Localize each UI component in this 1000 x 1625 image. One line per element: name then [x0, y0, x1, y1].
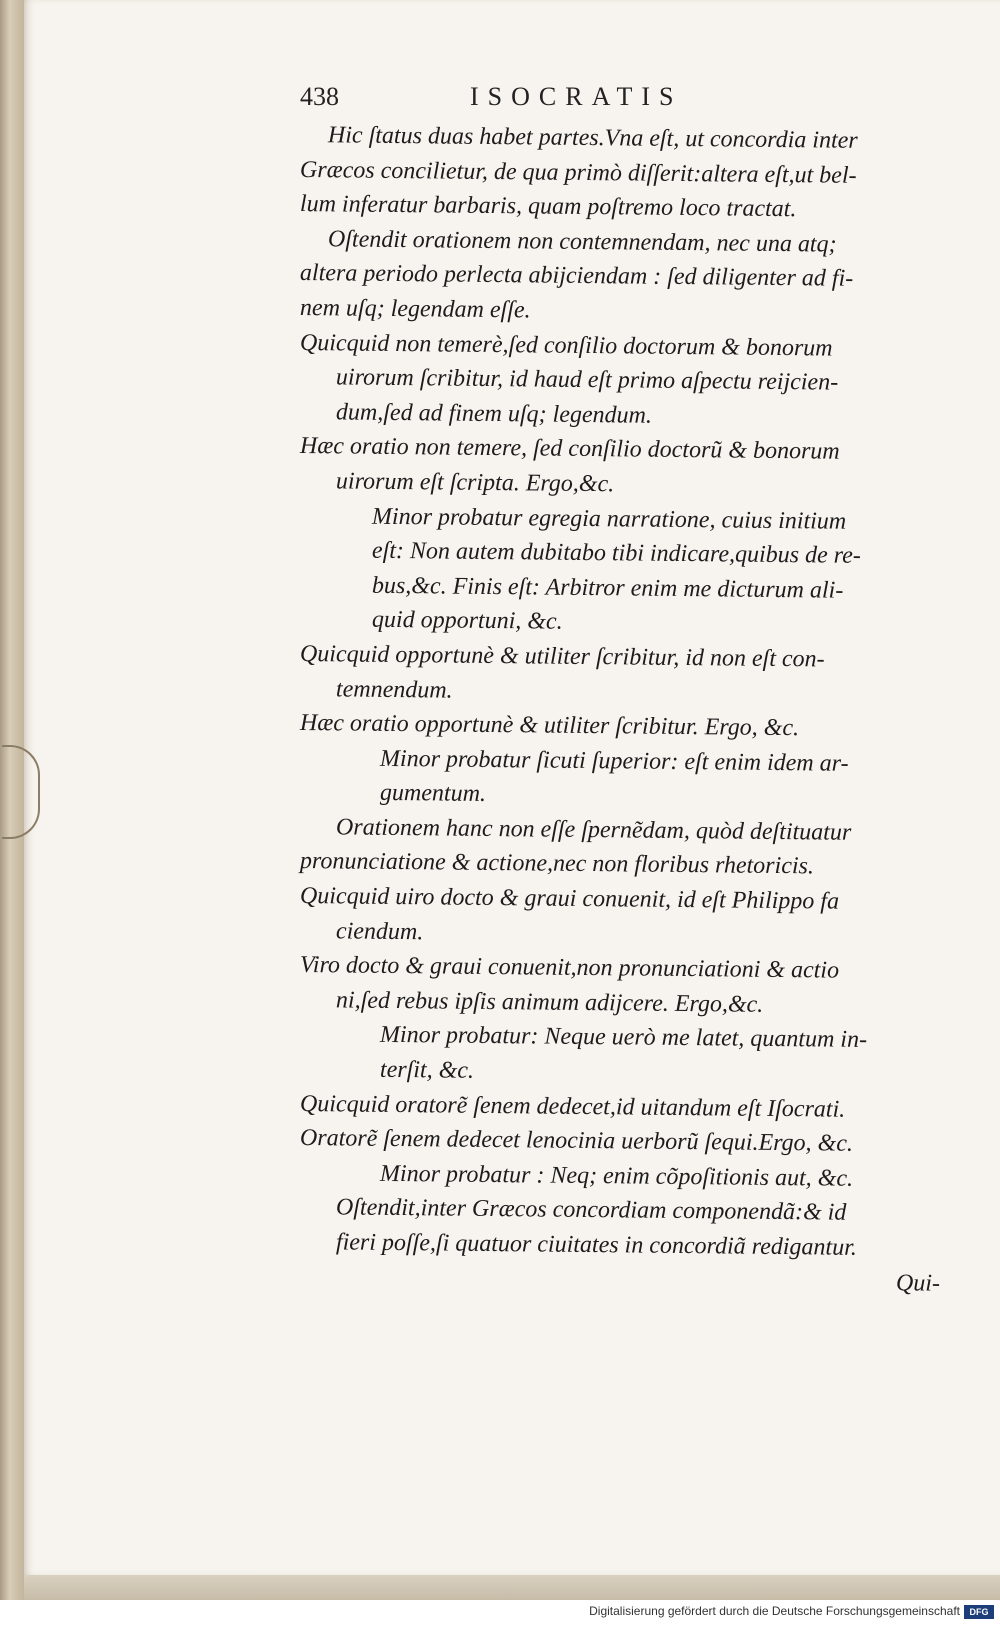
text-line: bus,&c. Finis eſt: Arbitror enim me dicturum ali-: [371, 572, 844, 604]
page-edge: [24, 1575, 1000, 1600]
text-line: pronunciatione & actione,nec non floribus rhetoricis.: [299, 848, 815, 880]
text-line: lum inferatur barbaris, quam poſtremo loco tractat.: [299, 191, 797, 223]
text-line: eſt: Non autem dubitabo tibi indicare,quibus de re-: [371, 537, 861, 569]
text-line: ciendum.: [335, 918, 424, 945]
text-line: Minor probatur egregia narratione, cuius initium: [371, 503, 847, 535]
text-line: Orationem hanc non eſſe ſpernẽdam, quòd deſtituatur: [335, 814, 852, 846]
text-line: quid opportuni, &c.: [371, 607, 563, 636]
text-line: Oratorẽ ſenem dedecet lenocinia uerborũ ſequi.Ergo, &c.: [299, 1125, 854, 1158]
page-number: 438: [300, 82, 339, 111]
clasp-ribbon-loop: [2, 745, 40, 839]
text-line: dum,ſed ad finem uſq; legendum.: [335, 399, 653, 429]
text-line: gumentum.: [379, 780, 487, 808]
text-line: Minor probatur ſicuti ſuperior: eſt enim idem ar-: [379, 745, 849, 777]
text-line: Oſtendit,inter Græcos concordiam componendã:& id: [335, 1194, 847, 1227]
text-line: Quicquid non temerè,ſed conſilio doctorum & bonorum: [299, 329, 833, 362]
funding-credit: Digitalisierung gefördert durch die Deutsche Forschungsgemeinschaft: [589, 1604, 960, 1618]
text-body: [299, 118, 941, 1297]
text-line: Viro docto & graui conuenit,non pronunciationi & actio: [299, 952, 840, 984]
dfg-logo: DFG: [964, 1605, 994, 1619]
text-line: ni,ſed rebus ipſis animum adijcere. Ergo,&c.: [335, 987, 764, 1018]
running-head: [300, 82, 960, 122]
text-line: Hic ſtatus duas habet partes.Vna eſt, ut concordia inter: [327, 122, 858, 154]
text-line: Oſtendit orationem non contemnendam, nec una atq;: [327, 226, 837, 258]
text-line: terſit, &c.: [379, 1056, 475, 1084]
digitization-footer: [0, 1600, 1000, 1625]
text-line: altera periodo perlecta abijciendam : ſed diligenter ad fi-: [299, 260, 854, 293]
text-line: Quicquid opportunè & utiliter ſcribitur, id non eſt con-: [299, 640, 825, 673]
text-line: temnendum.: [335, 675, 453, 704]
running-title: ISOCRATIS: [470, 82, 683, 111]
text-line: Minor probatur: Neque uerò me latet, quantum in-: [379, 1022, 868, 1054]
text-line: Hæc oratio opportunè & utiliter ſcribitur. Ergo, &c.: [299, 710, 800, 742]
text-line: Quicquid uiro docto & graui conuenit, id eſt Philippo fa: [299, 883, 840, 915]
text-line: nem uſq; legendam eſſe.: [299, 294, 531, 324]
text-line: Minor probatur : Neq; enim cõpoſitionis aut, &c.: [379, 1160, 854, 1192]
text-line: fieri poſſe,ſi quatuor ciuitates in concordiã redigantur.: [335, 1229, 857, 1261]
text-line: Græcos concilietur, de qua primò diſſerit:altera eſt,ut bel-: [299, 156, 857, 189]
text-line: uirorum eſt ſcripta. Ergo,&c.: [335, 468, 615, 498]
text-line: uirorum ſcribitur, id haud eſt primo aſpectu reijcien-: [335, 364, 839, 396]
text-line: Hæc oratio non temere, ſed conſilio doctorũ & bonorum: [299, 433, 840, 465]
text-line: Quicquid oratorẽ ſenem dedecet,id uitandum eſt Iſocrati.: [299, 1090, 846, 1123]
catchword: Qui-: [895, 1269, 941, 1297]
